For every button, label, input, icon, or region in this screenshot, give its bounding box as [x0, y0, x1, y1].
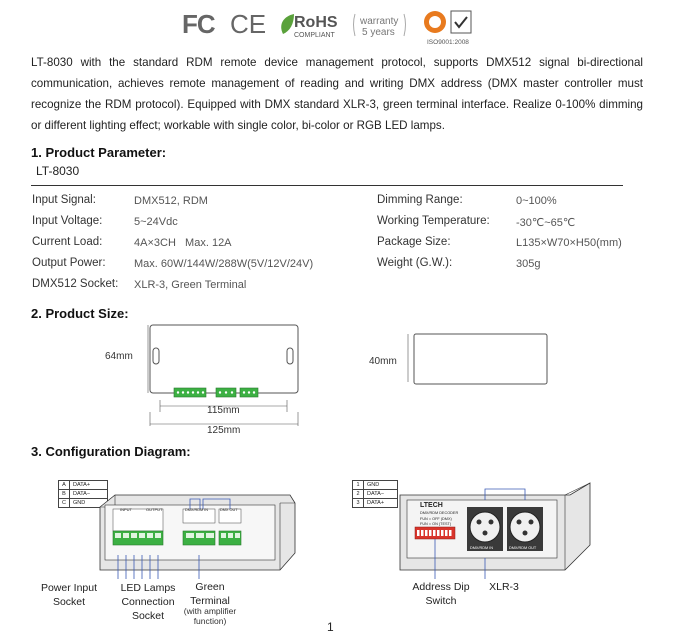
section-1-title: 1. Product Parameter:: [31, 145, 167, 160]
spec-label: Current Load:: [32, 236, 103, 248]
divider: [31, 185, 623, 186]
input-terminal-label: INPUT: [120, 507, 132, 512]
spec-label: Input Signal:: [32, 194, 96, 206]
caption-green-terminal-note: (with amplifier function): [183, 606, 237, 626]
svg-text:RoHS: RoHS: [294, 14, 338, 31]
xlr-out-label: DMX/RDM OUT: [509, 546, 537, 550]
intro-paragraph: LT-8030 with the standard RDM remote device management protocol, supports DMX512 signal bi-directional communication, achieves remote management of reading and writing DMX address (DMX master controller must recognize the RDM protocol). Equipped with DMX standard XLR-3, green terminal interface. Realize 0-100% dimming or different lighting effect; workable with single color, bi-color or RGB LED lamps.: [31, 56, 643, 132]
caption-power-input: Power Input Socket: [40, 582, 98, 608]
spec-value: Max. 60W/144W/288W(5V/12V/24V): [134, 258, 314, 270]
svg-text:5 years: 5 years: [362, 27, 395, 38]
model-line: DMX/RDM DECODER: [420, 511, 459, 515]
func-off-label: FUN = OFF (DMX): [420, 517, 452, 521]
spec-label: Output Power:: [32, 257, 106, 269]
caption-led-lamps: LED Lamps Connection Socket: [120, 582, 176, 622]
iso-logo: [424, 11, 471, 46]
leaf-icon: [281, 14, 294, 34]
spec-value: XLR-3, Green Terminal: [134, 279, 247, 291]
spec-value: 0~100%: [516, 195, 557, 207]
dimension-inner-width: 115mm: [207, 405, 240, 416]
spec-value: 5~24Vdc: [134, 216, 178, 228]
spec-label: Dimming Range:: [377, 194, 463, 206]
table-row: B DATA−: [58, 490, 108, 499]
model-number: LT-8030: [36, 164, 80, 178]
section-3-title: 3. Configuration Diagram:: [31, 444, 191, 459]
spec-value: DMX512, RDM: [134, 195, 208, 207]
dmx-out-label: DMX OUT: [220, 508, 238, 512]
dimension-outer-width: 125mm: [207, 425, 241, 436]
product-front-drawing: [90, 320, 310, 440]
spec-label: Package Size:: [377, 236, 451, 248]
brand-logo: LTECH: [420, 502, 443, 509]
product-side-drawing: [404, 330, 554, 390]
spec-value: 4A×3CH Max. 12A: [134, 237, 232, 249]
rohs-logo: [281, 14, 338, 39]
certification-logos: [0, 0, 673, 48]
table-row: 3 DATA+: [352, 499, 398, 508]
section-2-title: 2. Product Size:: [31, 306, 129, 321]
xlr-in-label: DMX/RDM IN: [470, 546, 493, 550]
spec-label: Weight (G.W.):: [377, 257, 453, 269]
spec-label: Input Voltage:: [32, 215, 103, 227]
device-left-diagram: [95, 475, 300, 585]
pin-table-right: [352, 480, 398, 508]
output-terminal-label: OUTPUT: [146, 507, 163, 512]
spec-value: 305g: [516, 258, 541, 270]
dimension-height-front: 64mm: [105, 351, 133, 362]
spec-label: DMX512 Socket:: [32, 278, 119, 290]
spec-label: Working Temperature:: [377, 215, 490, 227]
spec-value: L135×W70×H50(mm): [516, 237, 622, 249]
table-row: 1 GND: [352, 480, 398, 490]
table-row: C GND: [58, 499, 108, 508]
dimension-height-side: 40mm: [369, 356, 397, 367]
caption-xlr3: XLR-3: [489, 581, 519, 593]
svg-text:warranty: warranty: [360, 16, 399, 27]
warranty-badge: [354, 14, 406, 38]
device-right-diagram: [395, 475, 600, 585]
table-row: A DATA+: [58, 480, 108, 490]
page-number: 1: [327, 620, 334, 634]
dmx-in-label: DMX/RDM IN: [185, 508, 208, 512]
caption-green-terminal: Green Terminal: [190, 581, 230, 607]
svg-text:COMPLIANT: COMPLIANT: [294, 32, 335, 39]
ce-logo: CE: [230, 9, 267, 39]
func-on-label: FUN = ON (TEST): [420, 522, 452, 526]
spec-value: -30℃~65℃: [516, 217, 576, 229]
caption-address-dip: Address Dip Switch: [412, 581, 470, 607]
svg-text:ISO9001:2008: ISO9001:2008: [427, 39, 469, 46]
table-row: 2 DATA−: [352, 490, 398, 499]
fcc-logo: FC: [182, 9, 215, 39]
